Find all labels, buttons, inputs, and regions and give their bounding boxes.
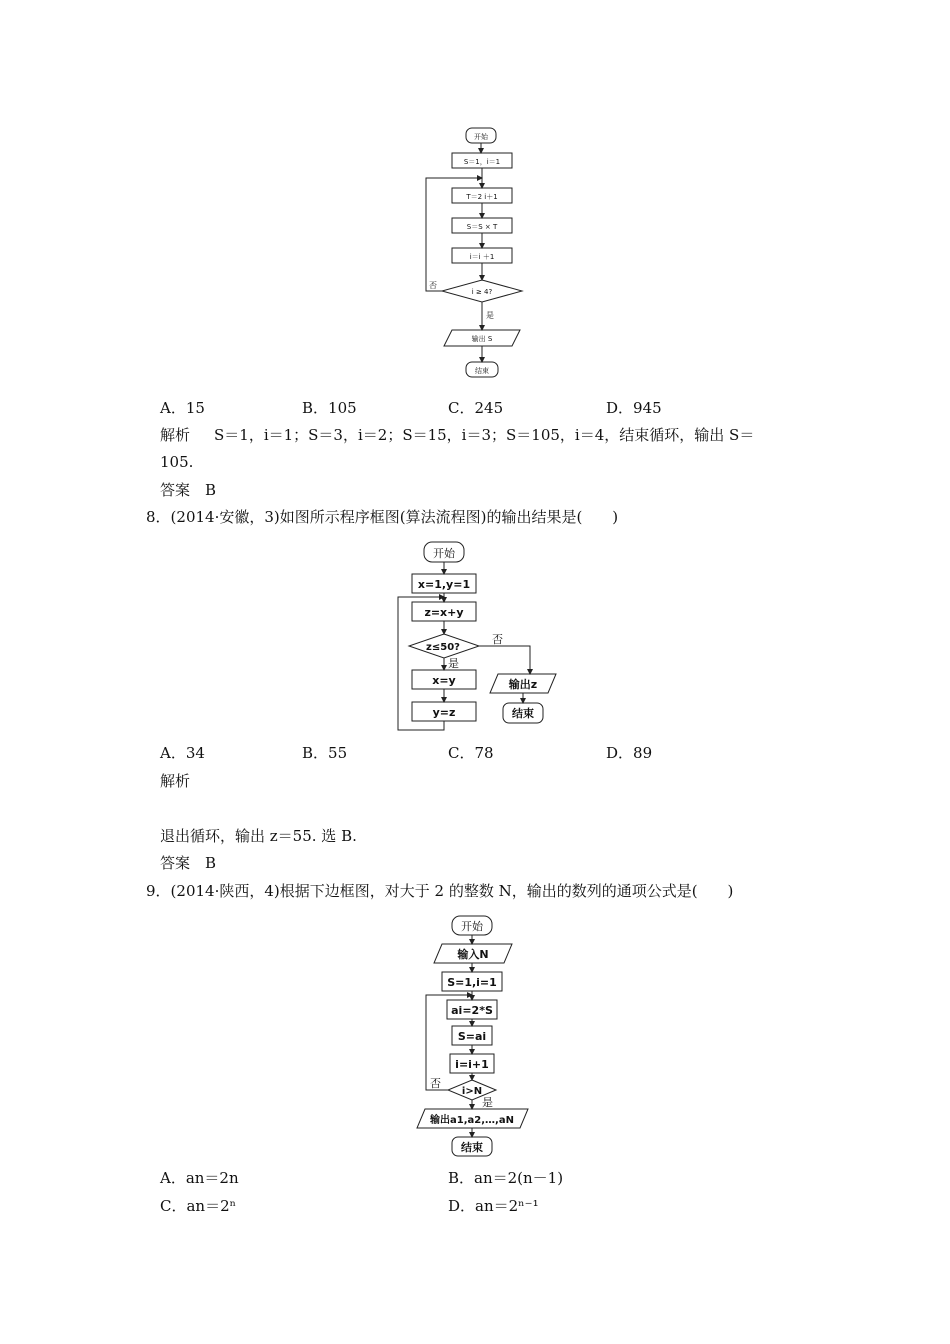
a-step-text: ai=2*S [451, 1004, 493, 1017]
no-label: 否 [430, 1077, 441, 1090]
q8-analysis-label: 解析 [160, 772, 191, 790]
z-step-text: z=x+y [424, 606, 464, 619]
init-text: x=1,y=1 [417, 578, 471, 591]
flowchart-3 [410, 912, 550, 1160]
q8-option-b: B．55 [302, 744, 348, 762]
init-text: S=1,i=1 [447, 976, 497, 989]
q7-option-c: C．245 [448, 399, 504, 417]
end-text: 结束 [461, 1141, 483, 1154]
q7-analysis-label: 解析 [160, 426, 191, 444]
q7-analysis-line2: 105. [160, 453, 194, 471]
i-step-text: i＝i ＋1 [469, 253, 495, 261]
q9-option-a: A．an＝2n [160, 1169, 239, 1187]
q7-analysis-line1: S＝1，i＝1；S＝3，i＝2；S＝15，i＝3；S＝105，i＝4，结束循环，输出 S＝ [214, 426, 755, 444]
q7-option-a: A．15 [160, 399, 205, 417]
q8-stem: 8．(2014·安徽，3)如图所示程序框图(算法流程图)的输出结果是( ) [146, 508, 619, 526]
q9-option-b: B．an＝2(n－1) [448, 1169, 564, 1187]
end-text: 结束 [512, 707, 534, 720]
x-step-text: x=y [432, 674, 456, 687]
q8-option-a: A．34 [160, 744, 205, 762]
q8-option-d: D．89 [606, 744, 653, 762]
s-step-text: S=ai [457, 1030, 487, 1043]
init-text: S＝1，i＝1 [463, 158, 501, 166]
yes-label: 是 [482, 1096, 493, 1109]
condition-text: z≤50? [426, 642, 460, 653]
s-step-text: S＝S × T [466, 223, 498, 231]
output-text: 输出a1,a2,…,aN [430, 1115, 514, 1126]
q9-option-d: D．an＝2ⁿ⁻¹ [448, 1197, 539, 1215]
no-label: 否 [429, 281, 437, 290]
condition-text: i>N [461, 1086, 483, 1097]
yes-label: 是 [486, 311, 494, 320]
condition-text: i ≥ 4? [471, 288, 493, 296]
end-text: 结束 [475, 367, 489, 375]
i-step-text: i=i+1 [455, 1058, 489, 1071]
q7-answer: 答案 B [160, 481, 217, 499]
flowchart-2 [390, 538, 560, 734]
output-text: 输出 S [471, 335, 493, 343]
q9-option-c: C．an＝2ⁿ [160, 1197, 237, 1215]
flowchart-1 [420, 125, 530, 381]
input-text: 输入N [457, 948, 489, 961]
q7-option-d: D．945 [606, 399, 662, 417]
t-step-text: T＝2 i＋1 [466, 193, 498, 201]
q8-analysis-text: 退出循环，输出 z＝55. 选 B. [160, 827, 357, 845]
start-text: 开始 [433, 547, 455, 560]
yes-label: 是 [448, 657, 459, 670]
start-text: 开始 [461, 920, 483, 933]
no-label: 否 [492, 633, 503, 646]
q7-option-b: B．105 [302, 399, 357, 417]
q9-stem: 9．(2014·陕西，4)根据下边框图，对大于 2 的整数 N，输出的数列的通项公式是( ) [146, 882, 734, 900]
q8-answer: 答案 B [160, 854, 217, 872]
output-text: 输出z [508, 678, 538, 691]
y-step-text: y=z [432, 706, 456, 719]
start-text: 开始 [474, 133, 488, 141]
q8-option-c: C．78 [448, 744, 494, 762]
